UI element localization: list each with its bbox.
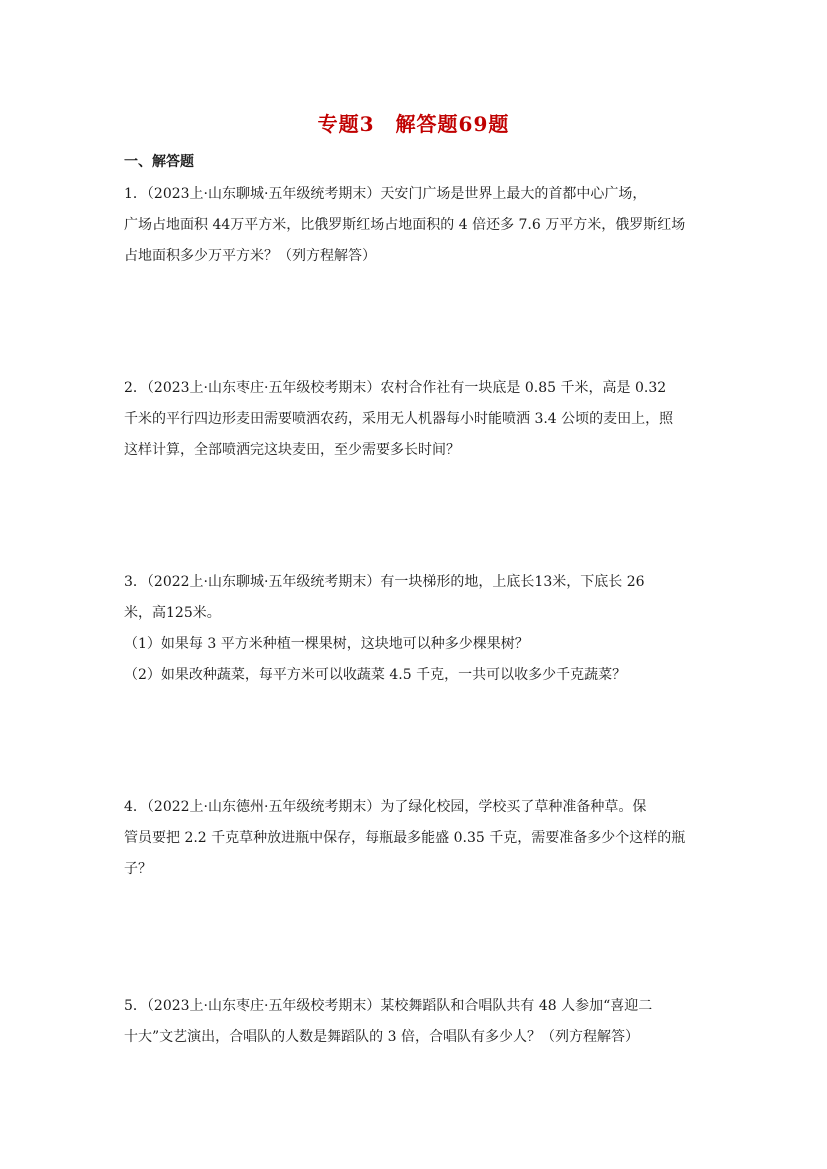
question-line: 管员要把 2.2 千克草种放进瓶中保存，每瓶最多能盛 0.35 千克，需要准备多少个这样的瓶 (124, 830, 686, 846)
question-4 (124, 792, 704, 885)
sub-question-1: （1）如果每 3 平方米种植一棵果树，这块地可以种多少棵果树？ (124, 636, 529, 652)
sub-question-2: （2）如果改种蔬菜，每平方米可以收蔬菜 4.5 千克，一共可以收多少千克蔬菜？ (124, 667, 627, 683)
question-line: 这样计算，全部喷洒完这块麦田，至少需要多长时间？ (124, 442, 460, 458)
question-line: 占地面积多少万平方米？（列方程解答） (124, 248, 376, 264)
section-heading: 一、解答题 (124, 154, 194, 170)
question-3 (124, 567, 704, 691)
question-line: 十大”文艺演出，合唱队的人数是舞蹈队的 3 倍，合唱队有多少人？（列方程解答） (124, 1029, 639, 1045)
question-1 (124, 179, 704, 272)
question-line: 子？ (124, 861, 152, 877)
question-line: 4．（2022上·山东德州·五年级统考期末）为了绿化校园，学校买了草种准备种草。保 (124, 799, 647, 815)
page-title: 专题3 解答题69题 (317, 112, 510, 136)
question-line: 米，高125米。 (124, 605, 221, 621)
question-line: 2．（2023上·山东枣庄·五年级校考期末）农村合作社有一块底是 0.85 千米，高是 0.32 (124, 380, 667, 396)
question-5 (124, 991, 704, 1053)
question-line: 1．（2023上·山东聊城·五年级统考期末）天安门广场是世界上最大的首都中心广场， (124, 186, 647, 202)
question-2 (124, 373, 704, 466)
question-line: 千米的平行四边形麦田需要喷洒农药，采用无人机器每小时能喷洒 3.4 公顷的麦田上，照 (124, 411, 674, 427)
question-line: 广场占地面积 44万平方米，比俄罗斯红场占地面积的 4 倍还多 7.6 万平方米，俄罗斯红场 (124, 217, 686, 233)
question-line: 5．（2023上·山东枣庄·五年级校考期末）某校舞蹈队和合唱队共有 48 人参加“喜迎二 (124, 998, 653, 1014)
question-line: 3．（2022上·山东聊城·五年级统考期末）有一块梯形的地，上底长13米，下底长 26 (124, 574, 645, 590)
